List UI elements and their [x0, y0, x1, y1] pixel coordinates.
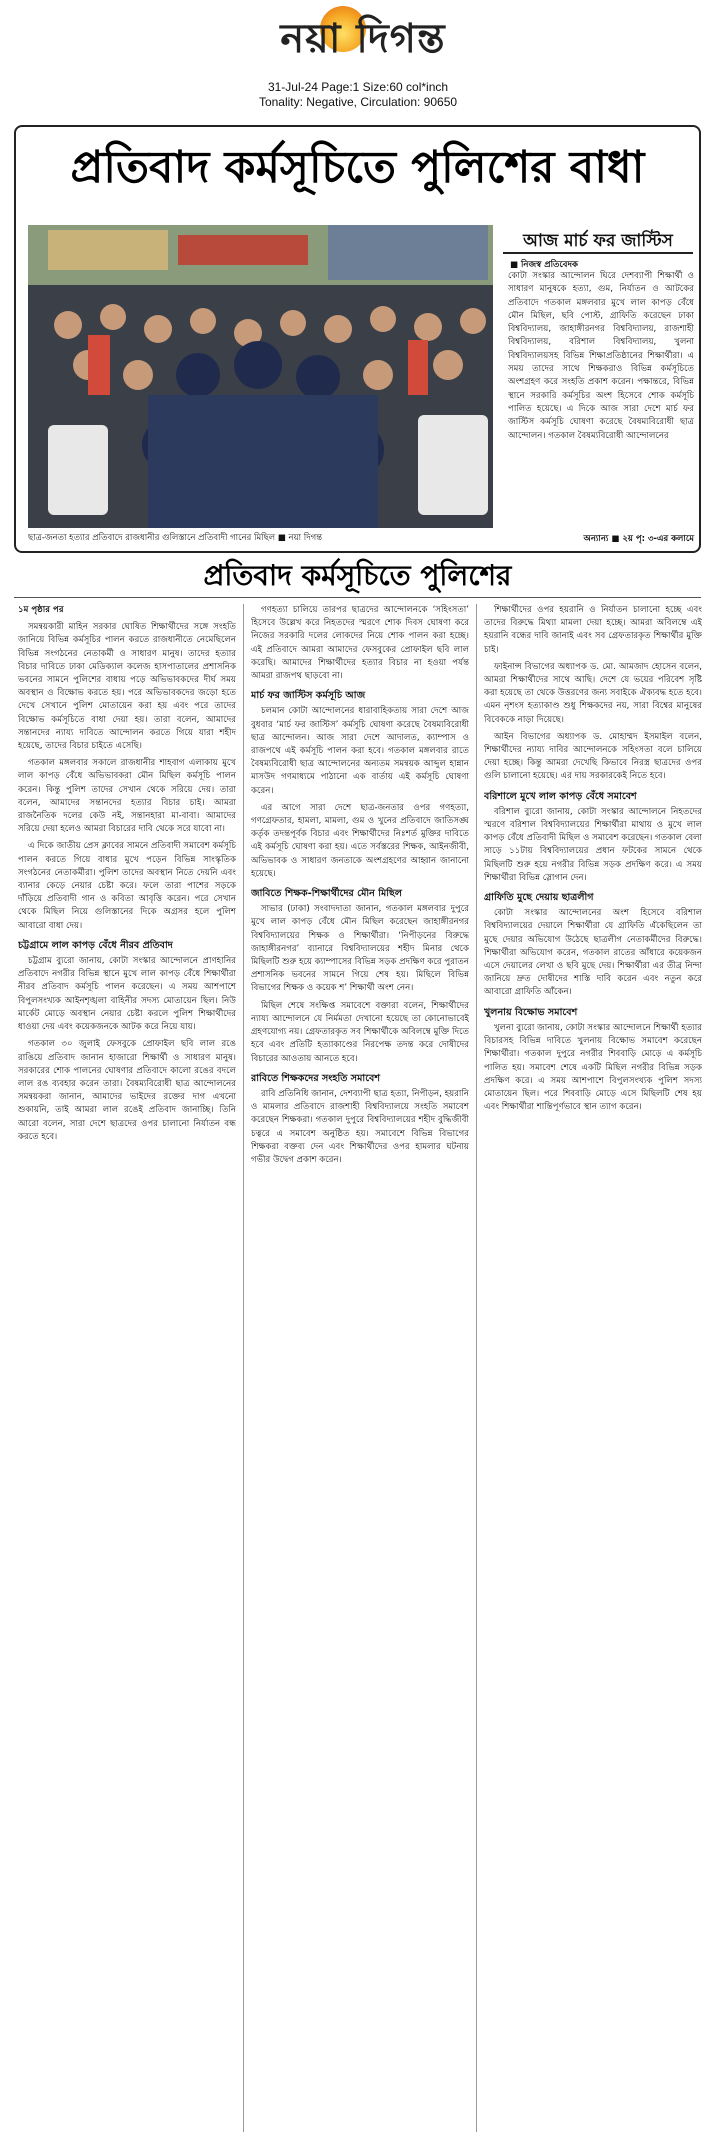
article-paragraph: খুলনা ব্যুরো জানায়, কোটা সংস্কার আন্দোলনে শিক্ষার্থী হত্যার বিচারসহ বিভিন্ন দাবিতে খুলনায় বিক্ষোভ সমাবেশ করেছেন শিক্ষার্থীরা। গতকাল দুপুরে নগরীর শিববাড়ি মোড়ে এ কর্মসূচি পালিত হয়। সমাবেশ শেষে একটি মিছিল নগরীর বিভিন্ন সড়ক প্রদক্ষিণ করে। এ সময় আশপাশে বিপুলসংখ্যক পুলিশ সদস্য মোতায়েন ছিল। পরে শিববাড়ি মোড়ে এসে মিছিলটি শেষ হয় এবং শিক্ষার্থীরা শান্তিপূর্ণভাবে স্থান ত্যাগ করেন।: [484, 1022, 702, 1113]
section-heading: রাবিতে শিক্ষকদের সংহতি সমাবেশ: [251, 1072, 381, 1084]
newspaper-logo: [228, 6, 498, 64]
article-paragraph: সমন্বয়কারী মাহিন সরকার ঘোষিত শিক্ষার্থীদের সঙ্গে সংহতি জানিয়ে বিভিন্ন কর্মসূচির পালন করতে রাজধানীতে নেমেছিলেন বিভিন্ন সংগঠনের নেতাকর্মী ও সাধারণ মানুষ। তাদের হত্যার বিচার দাবিতে ঢাকা মেডিক্যাল কলেজ হাসপাতালের প্রশাসনিক ভবনের সামনে পুলিশের বাধায় পড়ে অভিভাবকদের দীর্ঘ সময় অবস্থান ও বিক্ষোভ করতে হয়। পরে অভিভাবকদের জড়ো হতে দেখে সেখানে পুলিশ মোতায়েন করা হয় এবং পরে তাদের বিক্ষোভ কর্মসূচিতে বাধা দেয়া হয়। তারা বলেন, আমাদের সন্তানদের ন্যায্য দাবিতে আন্দোলন করতে গিয়ে যারা শহীদ হয়েছে, তাদের বিচার চাইতে এসেছি।: [18, 622, 236, 752]
article-paragraph: এ দিকে জাতীয় প্রেস ক্লাবের সামনে প্রতিবাদী সমাবেশ কর্মসূচি পালন করতে গিয়ে বাধার মুখে পড়েন বিভিন্ন সাংস্কৃতিক সংগঠনের নেতাকর্মীরা। পুলিশ তাদের অবস্থান নিতে দেয়নি এবং ব্যানার কেড়ে নেয়ার চেষ্টা করে। ফলে তারা পাশের সড়কে দাঁড়িয়ে প্রতিবাদী গান ও কবিতা আবৃত্তি করেন। পরে সেখান থেকে মিছিল নিয়ে গুলিস্তানের দিকে অগ্রসর হলে পুলিশ আবারো বাধা দেয়।: [18, 841, 236, 931]
meta-date-page: 31-Jul-24 Page:1 Size:60 col*inch: [267, 80, 449, 94]
article-paragraph: এর আগে সারা দেশে ছাত্র-জনতার ওপর গণহত্যা, গণগ্রেফতার, হামলা, মামলা, গুম ও খুনের প্রতিবাদে জাতিসঙ্ঘ কর্তৃক তদন্তপূর্বক বিচার এবং শিক্ষার্থীদের নিঃশর্ত মুক্তির দাবিতে এই কর্মসূচি ঘোষণা করা হয়। এতে সর্বস্তরের শিক্ষক, আইনজীবী, অভিভাবক ও সাধারণ জনতাকে অংশগ্রহণের আহ্বান জানানো হয়েছে।: [251, 802, 469, 879]
sidebar-byline: ■ নিজস্ব প্রতিবেদক: [510, 260, 578, 270]
article-columns: [18, 604, 701, 2132]
article-paragraph: গণহত্যা চালিয়ে তারপর ছাত্রদের আন্দোলনকে ‘সহিংসতা’ হিসেবে উল্লেখ করে নিহতদের স্মরণে শোক দিবস ঘোষণা করে নিজের সরকারি দলের লোকদের নিয়ে শোক পালন করা হচ্ছে। এই প্রতিবাদে আমরা আমাদের ফেসবুকের প্রোফাইল ছবি লাল করেছি। আমাদের শিক্ষার্থীদের হত্যার বিচার না হওয়া পর্যন্ত আমরা রাজপথ ছাড়বো না।: [251, 605, 469, 682]
article-paragraph: চলমান কোটা আন্দোলনের ধারাবাহিকতায় সারা দেশে আজ বুধবার ‘মার্চ ফর জাস্টিস’ কর্মসূচি ঘোষণা করেছে বৈষম্যবিরোধী ছাত্র আন্দোলন। আজ সারা দেশে আদালত, ক্যাম্পাস ও রাজপথে এই কর্মসূচি পালন করা হবে। গতকাল মঙ্গলবার রাতে বৈষম্যবিরোধী ছাত্র আন্দোলনের অন্যতম সমন্বয়ক আব্দুল হান্নান মাসউদ গণমাধ্যমে পাঠানো এক বার্তায় এই কর্মসূচি ঘোষণা করেন।: [251, 706, 469, 796]
article-paragraph: শিক্ষার্থীদের ওপর হয়রানি ও নির্যাতন চালানো হচ্ছে এবং তাদের বিরুদ্ধে মিথ্যা মামলা দেয়া হচ্ছে। আমরা অবিলম্বে এই হয়রানি বন্ধের দাবি জানাই এবং সব গ্রেফতারকৃত শিক্ষার্থীর মুক্তি চাই।: [484, 605, 702, 655]
section-heading: খুলনায় বিক্ষোভ সমাবেশ: [484, 1006, 578, 1018]
headline: প্রতিবাদ কর্মসূচিতে পুলিশের বাধা: [70, 142, 645, 193]
photo-caption: ছাত্র-জনতা হত্যার প্রতিবাদে রাজধানীর গুলিস্তানে প্রতিবাদী গানের মিছিল ■ নয়া দিগন্ত: [28, 533, 323, 543]
article-paragraph: বরিশাল ব্যুরো জানায়, কোটা সংস্কার আন্দোলনে নিহতদের স্মরণে বরিশাল বিশ্ববিদ্যালয়ের শিক্ষার্থীরা মাথায় ও মুখে লাল কাপড় বেঁধে প্রতিবাদী মিছিল ও সমাবেশ করেছেন। গতকাল বেলা সাড়ে ১১টায় বিশ্ববিদ্যালয়ের প্রধান ফটকের সামনে থেকে মিছিলটি শুরু হয়ে নগরীর বিভিন্ন সড়ক প্রদক্ষিণ করে। এ সময় শিক্ষার্থীরা বিভিন্ন স্লোগান দেন।: [484, 806, 702, 883]
article-paragraph: গতকাল ৩০ জুলাই ফেসবুকে প্রোফাইল ছবি লাল রঙে রাঙিয়ে প্রতিবাদ জানান হাজারো শিক্ষার্থী ও সাধারণ মানুষ। সরকারের শোক পালনের ঘোষণার প্রতিবাদে কালো রঙের বদলে লাল রঙ ব্যবহার করেন তারা। বৈষম্যবিরোধী ছাত্র আন্দোলনের সমন্বয়করা জানান, আমাদের ভাইদের রক্তের দাগ এখনো শুকায়নি, তাই আমরা লাল রঙেই প্রতিবাদ জানাচ্ছি। তিনি আরো বলেন, সারা দেশে ছাত্রদের ওপর চালানো নির্যাতন বন্ধ করতে হবে।: [18, 1039, 236, 1142]
article-paragraph: আইন বিভাগের অধ্যাপক ড. মোহাম্মদ ইসমাইল বলেন, শিক্ষার্থীদের ন্যায্য দাবির আন্দোলনকে সহিংসতা বলে চালিয়ে দেয়া হচ্ছে। কিন্তু আমরা দেখেছি কিভাবে নিরস্ত্র ছাত্রদের ওপর গুলি চালানো হয়েছে। এর দায় সরকারকেই নিতে হবে।: [484, 731, 702, 782]
protest-crowd-image: [28, 225, 493, 528]
masthead: [0, 0, 716, 70]
clipping-meta: [0, 80, 716, 110]
logo-text: নয়া দিগন্ত: [280, 16, 446, 62]
sidebar-article-text: কোটা সংস্কার আন্দোলন ঘিরে দেশব্যাপী শিক্ষার্থী ও সাধারণ মানুষকে হত্যা, গুম, নির্যাতন ও আটকের প্রতিবাদে গতকাল মঙ্গলবার মুখে লাল কাপড় বেঁধে মৌন মিছিল, ছবি পোস্ট, গ্রাফিতি করেছেন ঢাকা বিশ্ববিদ্যালয়, জাহাঙ্গীরনগর বিশ্ববিদ্যালয়, রাজশাহী বিশ্ববিদ্যালয়, বরিশাল বিশ্ববিদ্যালয়, খুলনা বিশ্ববিদ্যালয়সহ বিভিন্ন শিক্ষাপ্রতিষ্ঠানের শিক্ষার্থীরা। এ সময় তাদের সাথে শিক্ষকরাও বিভিন্ন কর্মসূচিতে অংশগ্রহণ করে সংহতি প্রকাশ করেন। পক্ষান্তরে, বিভিন্ন স্থানে সরকারি কর্মসূচির অংশ হিসেবে শোক কর্মসূচি পালিত হয়েছে। এ দিকে আজ সারা দেশে মার্চ ফর জাস্টিস কর্মসূচি ঘোষণা করেছে বৈষম্যবিরোধী ছাত্র আন্দোলন। গতকাল বৈষম্যবিরোধী আন্দোলনের: [508, 271, 694, 441]
protest-photo: [28, 225, 493, 528]
section-heading: চট্টগ্রামে লাল কাপড় বেঁধে নীরব প্রতিবাদ: [18, 939, 173, 951]
article-column-3: [484, 604, 702, 2132]
section-heading: বরিশালে মুখে লাল কাপড় বেঁধে সমাবেশ: [484, 790, 637, 802]
continued-from-label: ১ম পৃষ্ঠার পর: [18, 605, 64, 615]
article-paragraph: সাভার (ঢাকা) সংবাদদাতা জানান, গতকাল মঙ্গলবার দুপুরে মুখে লাল কাপড় বেঁধে মৌন মিছিল করেছেন জাহাঙ্গীরনগর বিশ্ববিদ্যালয়ের শিক্ষক ও শিক্ষার্থীরা। ‘নিপীড়নের বিরুদ্ধে জাহাঙ্গীরনগর’ ব্যানারে বিশ্ববিদ্যালয়ের শহীদ মিনার থেকে মিছিলটি শুরু হয়ে ক্যাম্পাসের বিভিন্ন সড়ক প্রদক্ষিণ করে পুরাতন প্রশাসনিক ভবনের সামনে গিয়ে শেষ হয়। মিছিলে বিভিন্ন বিভাগের শিক্ষক ও কয়েক শ’ শিক্ষার্থী অংশ নেন।: [251, 904, 469, 994]
continuation-headline: প্রতিবাদ কর্মসূচিতে পুলিশের: [14, 555, 701, 598]
article-column-2: [251, 604, 469, 2132]
column-divider: [243, 604, 244, 2132]
section-heading: মার্চ ফর জাস্টিস কর্মসূচি আজ: [251, 690, 366, 702]
article-paragraph: গতকাল মঙ্গলবার সকালে রাজধানীর শাহবাগ এলাকায় মুখে লাল কাপড় বেঁধে অভিভাবকরা মৌন মিছিল কর্মসূচি পালন করেন। কিন্তু পুলিশ তাদের সেখান থেকে সরিয়ে দেয়। তারা বলেন, আমাদের সন্তানদের হত্যার বিচার চাই। আমরা রাজনৈতিক দলের কেউ নই, সন্তানহারা মা-বাবা। আমাদের সরিয়ে দেয়া হলেও আমরা বিচারের দাবি থেকে সরে যাবো না।: [18, 758, 236, 835]
continued-notice: অন্যান্য ■ ২য় পৃ: ৩-এর কলামে: [583, 534, 694, 544]
sidebar-headline: আজ মার্চ ফর জাস্টিস: [503, 228, 693, 254]
section-heading: জাবিতে শিক্ষক-শিক্ষার্থীদের মৌন মিছিল: [251, 888, 402, 900]
article-paragraph: রাবি প্রতিনিধি জানান, দেশব্যাপী ছাত্র হত্যা, নিপীড়ন, হয়রানি ও মামলার প্রতিবাদে রাজশাহী বিশ্ববিদ্যালয়ে সংহতি সমাবেশ করেছেন শিক্ষকরা। গতকাল দুপুরে বিশ্ববিদ্যালয়ের শহীদ বুদ্ধিজীবী চত্বরে এ সমাবেশ অনুষ্ঠিত হয়। সমাবেশে বিভিন্ন বিভাগের শিক্ষকরা বক্তব্য দেন এবং শিক্ষার্থীদের ওপর হামলার ঘটনায় গভীর উদ্বেগ প্রকাশ করেন।: [251, 1088, 469, 1165]
article-paragraph: চট্টগ্রাম ব্যুরো জানায়, কোটা সংস্কার আন্দোলনে প্রাণহানির প্রতিবাদে নগরীর বিভিন্ন স্থানে মুখে লাল কাপড় বেঁধে শিক্ষার্থীরা নীরব প্রতিবাদ কর্মসূচি পালন করেছেন। এ সময় আশপাশে বিপুলসংখ্যক আইনশৃঙ্খলা বাহিনীর সদস্য মোতায়েন ছিল। নিউ মার্কেট মোড়ে অবস্থান নেয়ার চেষ্টা করলে পুলিশ শিক্ষার্থীদের ধাওয়া দেয় এবং কয়েকজনকে আটক করে নিয়ে যায়।: [18, 956, 236, 1033]
article-column-1: [18, 604, 236, 2132]
column-divider: [476, 604, 477, 2132]
section-heading: গ্রাফিতি মুছে দেয়ায় ছাত্রলীগ: [484, 892, 594, 904]
article-paragraph: কোটা সংস্কার আন্দোলনের অংশ হিসেবে বরিশাল বিশ্ববিদ্যালয়ের দেয়ালে শিক্ষার্থীরা যে গ্রাফিতি এঁকেছিলেন তা মুছে দেয়ার অভিযোগ উঠেছে ছাত্রলীগ নেতাকর্মীদের বিরুদ্ধে। শিক্ষার্থীরা অভিযোগ করেন, গতকাল রাতের আঁধারে কয়েকজন এসে দেয়ালের লেখা ও ছবি মুছে দেয়। শিক্ষার্থীরা এর তীব্র নিন্দা জানিয়ে দ্রুত দোষীদের শাস্তি দাবি করেন এবং নতুন করে আবারো গ্রাফিতি আঁকেন।: [484, 908, 702, 998]
article-paragraph: ফাইনান্স বিভাগের অধ্যাপক ড. মো. আমজাদ হোসেন বলেন, আমরা শিক্ষার্থীদের সাথে আছি। দেশে যে ভয়ের পরিবেশ সৃষ্টি করা হয়েছে তা থেকে উত্তরণের জন্য সবাইকে ঐক্যবদ্ধ হতে হবে। এমন নৃশংস হত্যাকাণ্ড শুধু শিক্ষকদের নয়, সারা বিশ্বের মানুষের বিবেককে নাড়া দিয়েছে।: [484, 661, 702, 725]
article-paragraph: মিছিল শেষে সংক্ষিপ্ত সমাবেশে বক্তারা বলেন, শিক্ষার্থীদের ন্যায্য আন্দোলনে যে নির্মমতা দেখানো হয়েছে তা কোনোভাবেই গ্রহণযোগ্য নয়। গ্রেফতারকৃত সব শিক্ষার্থীকে অবিলম্বে মুক্তি দিতে হবে এবং প্রতিটি হত্যাকাণ্ডের নিরপেক্ষ তদন্ত করে দোষীদের বিচারের আওতায় আনতে হবে।: [251, 1000, 469, 1064]
meta-tonality: Tonality: Negative, Circulation: 90650: [258, 95, 458, 109]
